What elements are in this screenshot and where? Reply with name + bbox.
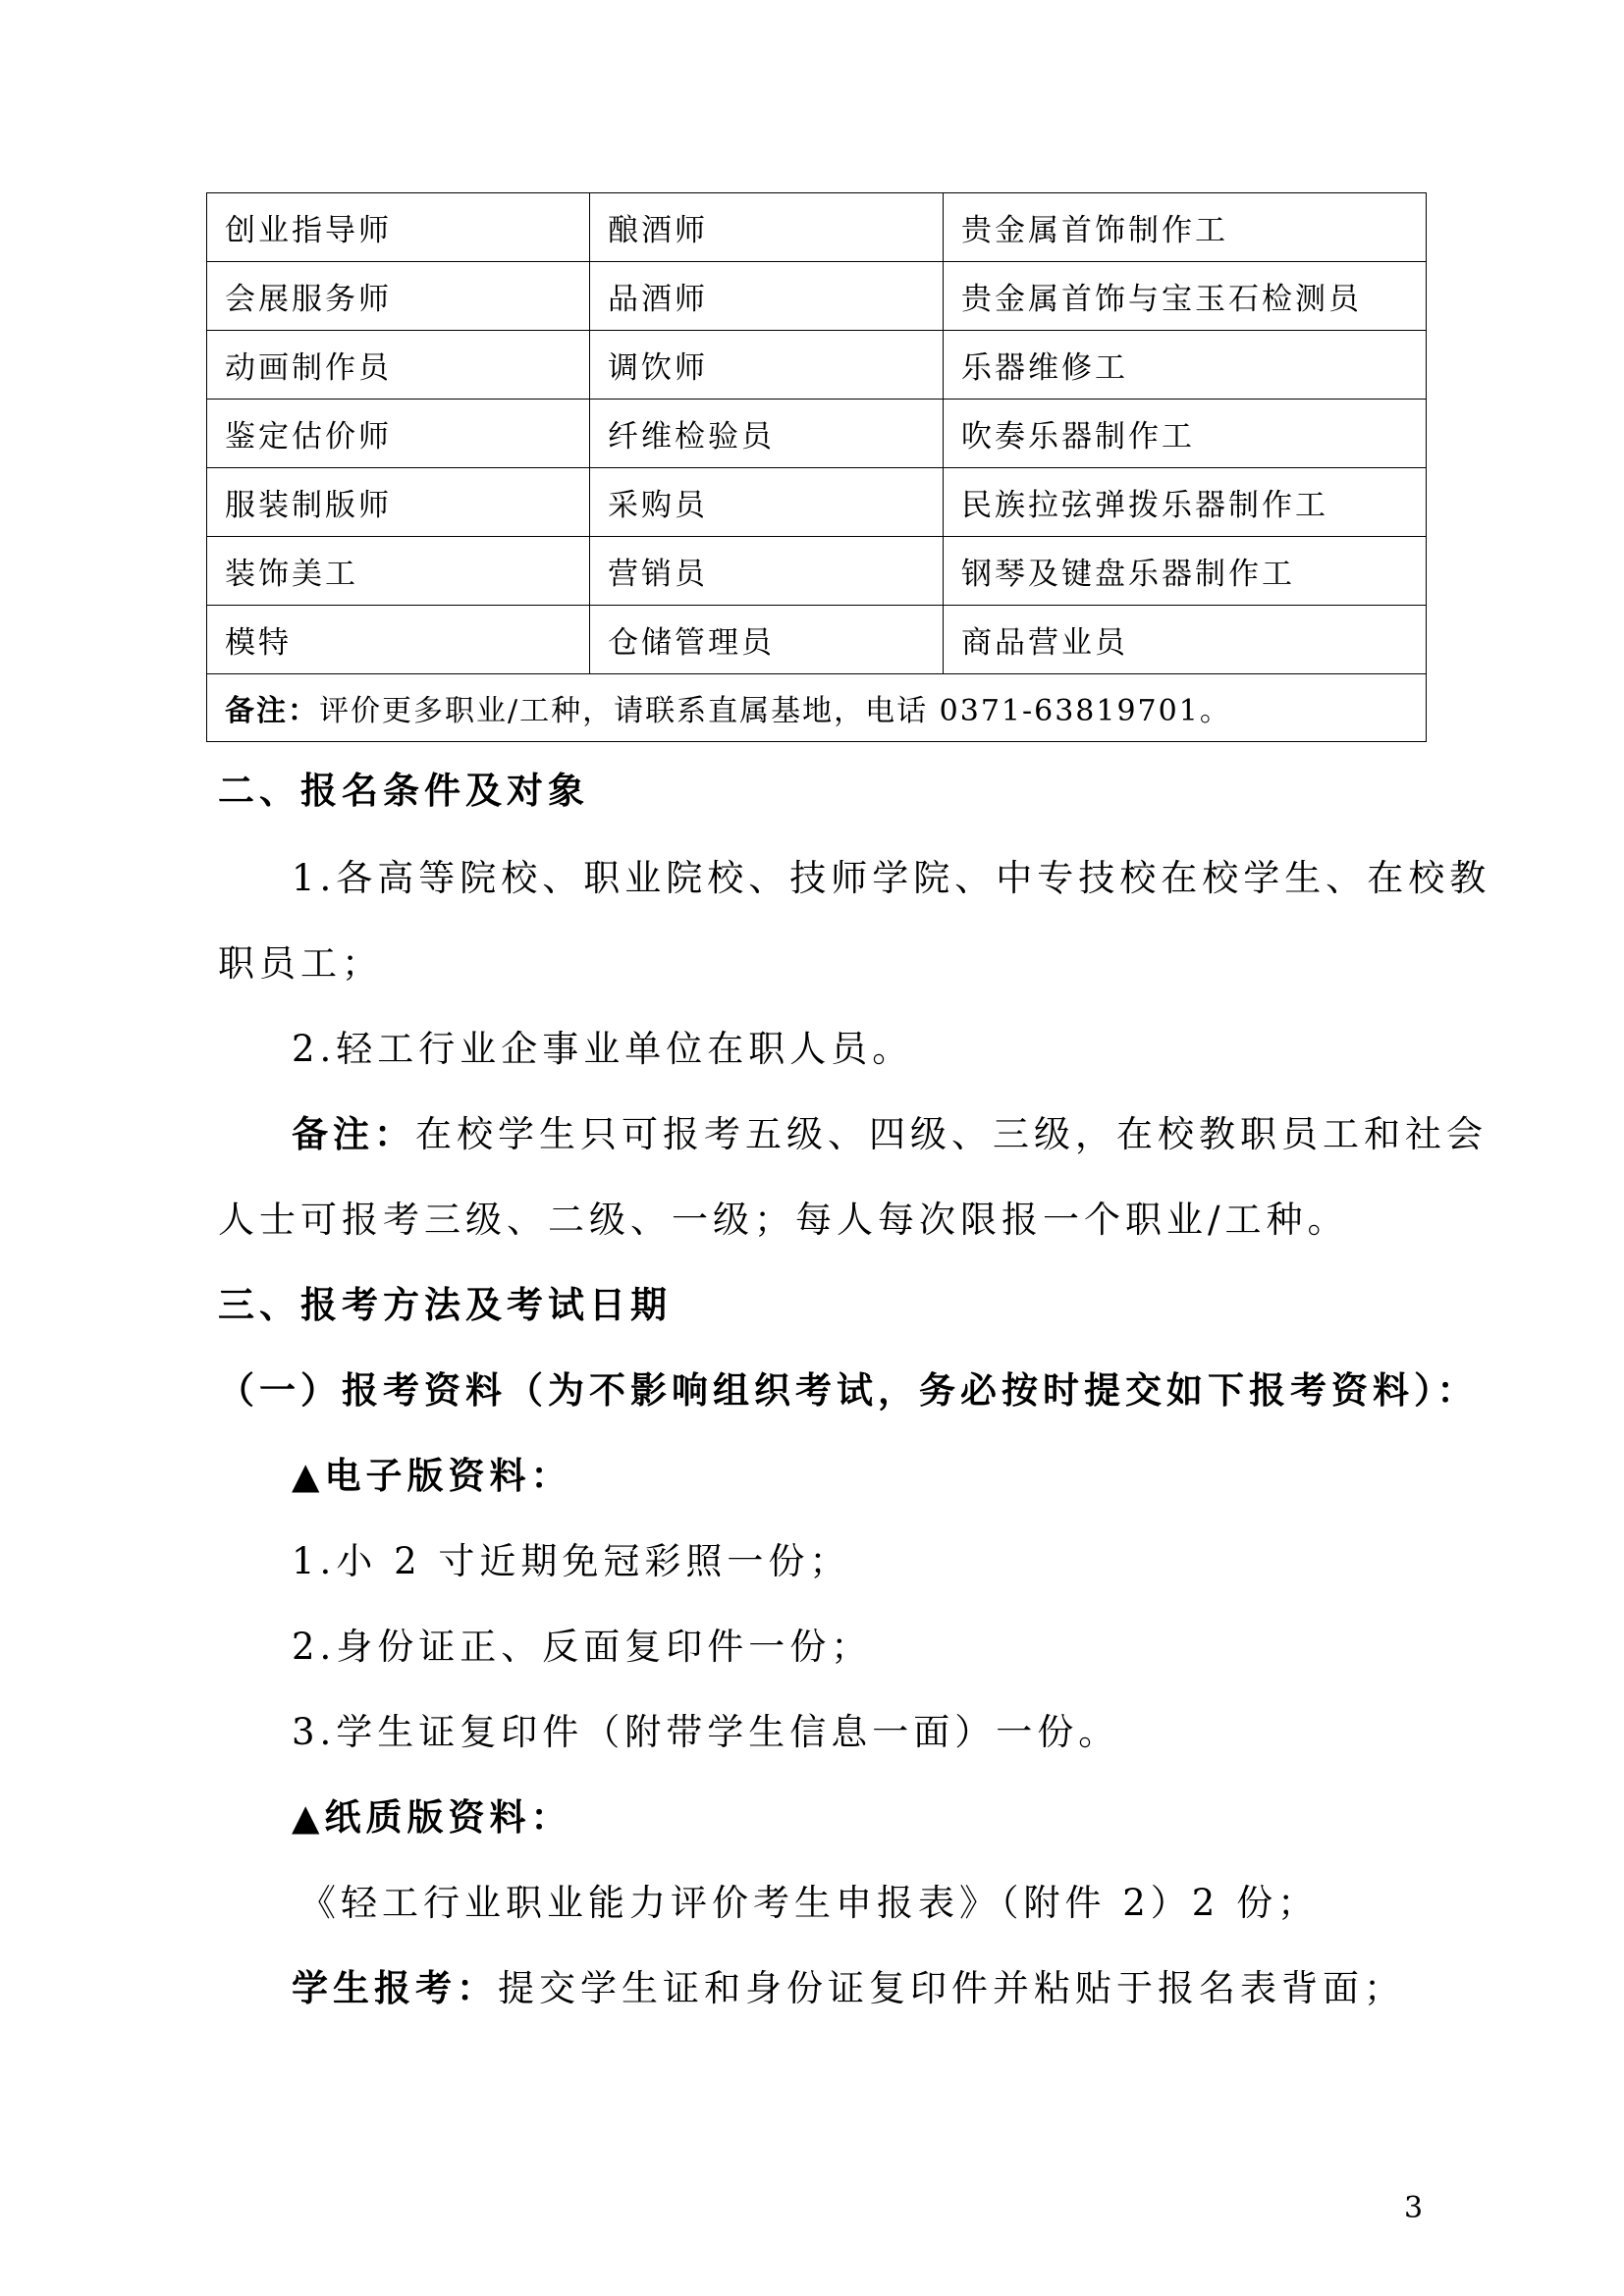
- table-cell: 采购员: [590, 468, 944, 537]
- table-cell: 创业指导师: [207, 193, 590, 262]
- table-cell: 纤维检验员: [590, 400, 944, 468]
- table-cell: 鉴定估价师: [207, 400, 590, 468]
- table-cell: 吹奏乐器制作工: [944, 400, 1427, 468]
- table-cell: 装饰美工: [207, 537, 590, 606]
- eligibility-item-1-line-1: 1.各高等院校、职业院校、技师学院、中专技校在校学生、在校教: [292, 857, 1491, 899]
- section-3-heading: 三、报考方法及考试日期: [218, 1283, 672, 1326]
- table-cell: 品酒师: [590, 262, 944, 331]
- table-cell: 钢琴及键盘乐器制作工: [944, 537, 1427, 606]
- paper-materials-heading: ▲纸质版资料：: [292, 1795, 572, 1839]
- table-cell: 仓储管理员: [590, 606, 944, 674]
- table-cell: 调饮师: [590, 331, 944, 400]
- table-cell: 酿酒师: [590, 193, 944, 262]
- student-application-text: 提交学生证和身份证复印件并粘贴于报名表背面；: [498, 1967, 1405, 2009]
- section-2-heading: 二、报名条件及对象: [218, 769, 589, 812]
- table-cell: 商品营业员: [944, 606, 1427, 674]
- table-note-label: 备注：: [225, 694, 319, 728]
- table-row: [207, 468, 1427, 537]
- table-note-text: 评价更多职业/工种，请联系直属基地，电话 0371-63819701。: [319, 694, 1231, 728]
- student-application-label: 学生报考：: [292, 1966, 498, 2009]
- table-row: [207, 400, 1427, 468]
- eligibility-note-line-2: 人士可报考三级、二级、一级；每人每次限报一个职业/工种。: [218, 1199, 1349, 1241]
- eligibility-note-label: 备注：: [292, 1112, 415, 1155]
- table-cell: 贵金属首饰与宝玉石检测员: [944, 262, 1427, 331]
- electronic-item-3: 3.学生证复印件（附带学生信息一面）一份。: [292, 1711, 1120, 1753]
- student-application-line: [292, 1966, 1405, 2009]
- section-3-subheading-1: （一）报考资料（为不影响组织考试，务必按时提交如下报考资料）：: [218, 1368, 1479, 1412]
- table-row: [207, 537, 1427, 606]
- table-cell: 民族拉弦弹拨乐器制作工: [944, 468, 1427, 537]
- table-row: [207, 193, 1427, 262]
- table-row: [207, 331, 1427, 400]
- table-note-row: [207, 674, 1427, 742]
- eligibility-item-2: 2.轻工行业企事业单位在职人员。: [292, 1028, 914, 1070]
- occupation-table: [206, 192, 1427, 742]
- eligibility-item-1-line-2: 职员工；: [218, 942, 383, 985]
- table-note-cell: [207, 674, 1427, 742]
- paper-item-1: 《轻工行业职业能力评价考生申报表》（附件 2）2 份；: [299, 1882, 1320, 1924]
- table-cell: 模特: [207, 606, 590, 674]
- table-cell: 贵金属首饰制作工: [944, 193, 1427, 262]
- table-row: [207, 262, 1427, 331]
- table-cell: 会展服务师: [207, 262, 590, 331]
- page-number: 3: [1404, 2191, 1424, 2225]
- eligibility-note-line-1: [292, 1112, 1488, 1155]
- eligibility-note-text: 在校学生只可报考五级、四级、三级，在校教职员工和社会: [415, 1113, 1488, 1155]
- table-cell: 营销员: [590, 537, 944, 606]
- table-cell: 服装制版师: [207, 468, 590, 537]
- electronic-item-1: 1.小 2 寸近期免冠彩照一份；: [292, 1540, 851, 1582]
- electronic-materials-heading: ▲电子版资料：: [292, 1454, 572, 1497]
- table-row: [207, 606, 1427, 674]
- electronic-item-2: 2.身份证正、反面复印件一份；: [292, 1626, 873, 1668]
- table-cell: 动画制作员: [207, 331, 590, 400]
- table-cell: 乐器维修工: [944, 331, 1427, 400]
